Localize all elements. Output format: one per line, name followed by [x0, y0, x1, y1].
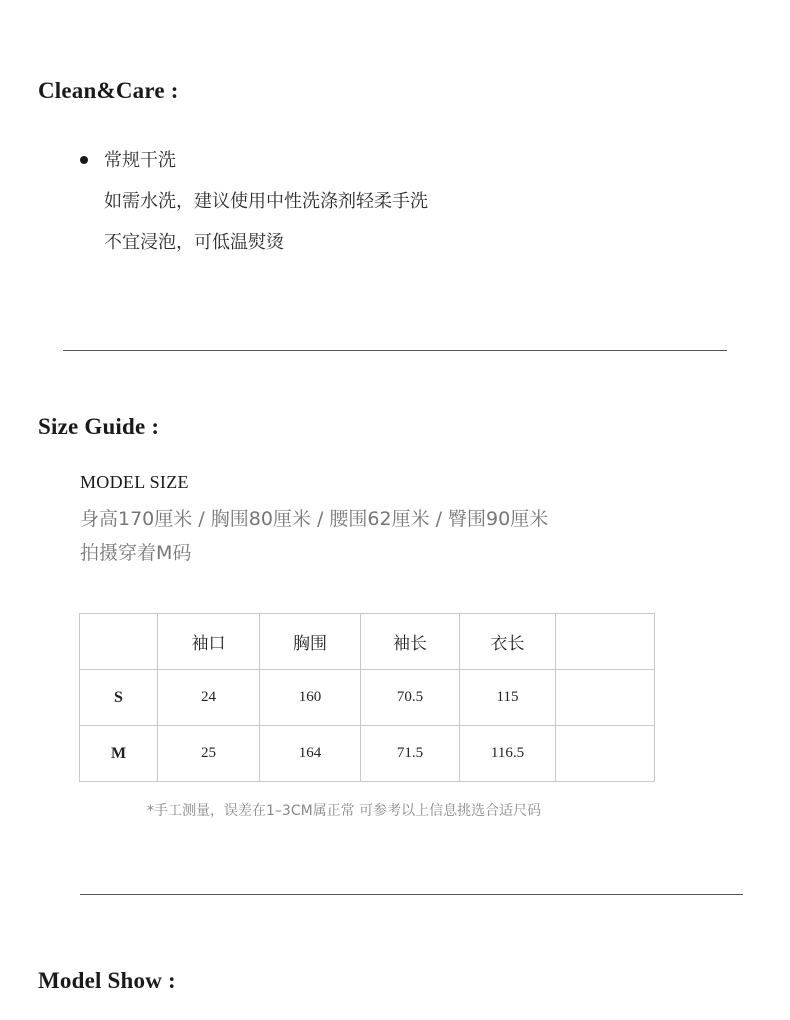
model-size-label: MODEL SIZE	[80, 472, 189, 492]
model-measurements: 身高170厘米 / 胸围80厘米 / 腰围62厘米 / 臀围90厘米	[80, 508, 549, 530]
care-line	[80, 181, 428, 222]
table-cell: 115	[460, 670, 556, 726]
table-cell: 116.5	[460, 726, 556, 782]
table-header-cell: 袖口	[158, 614, 260, 670]
size-guide-heading: Size Guide :	[38, 414, 160, 439]
care-line-text: 常规干洗	[104, 150, 176, 171]
care-line	[80, 222, 428, 263]
clean-care-heading: Clean&Care :	[38, 78, 179, 103]
table-header-cell	[556, 614, 655, 670]
model-wearing-size: 拍摄穿着M码	[80, 542, 192, 564]
table-header-cell	[80, 614, 158, 670]
table-row	[80, 726, 655, 782]
table-header-row	[80, 614, 655, 670]
section-divider	[63, 350, 727, 351]
table-cell: 160	[260, 670, 361, 726]
care-line-text: 如需水洗，建议使用中性洗涤剂轻柔手洗	[104, 191, 428, 212]
table-header-cell: 胸围	[260, 614, 361, 670]
table-cell: 71.5	[361, 726, 460, 782]
table-row-size: M	[80, 726, 158, 782]
section-divider	[80, 894, 743, 895]
table-header-cell: 袖长	[361, 614, 460, 670]
table-row-size: S	[80, 670, 158, 726]
table-cell: 25	[158, 726, 260, 782]
bullet-icon	[80, 156, 88, 164]
care-instructions-list	[80, 140, 428, 263]
care-line-text: 不宜浸泡，可低温熨烫	[104, 232, 284, 253]
table-header-cell: 衣长	[460, 614, 556, 670]
table-cell: 24	[158, 670, 260, 726]
table-cell	[556, 670, 655, 726]
model-show-heading: Model Show :	[38, 968, 176, 993]
size-table	[79, 613, 655, 782]
table-cell: 164	[260, 726, 361, 782]
care-line	[80, 140, 428, 181]
table-cell	[556, 726, 655, 782]
table-row	[80, 670, 655, 726]
table-cell: 70.5	[361, 670, 460, 726]
measurement-note: *手工测量，误差在1–3CM属正常 可参考以上信息挑选合适尺码	[147, 803, 542, 819]
